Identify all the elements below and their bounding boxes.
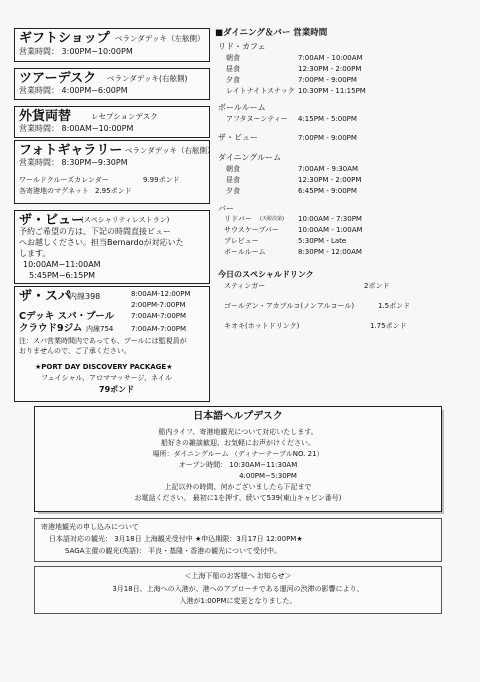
notice-line-1: 3月18日、上海への入港が、港へのアプローチである運河の渋滞の影響により、: [112, 585, 364, 593]
dining-row-time: 12:30PM - 2:00PM: [298, 176, 362, 184]
special-drink-price: 1.5ポンド: [378, 302, 411, 310]
lido-row-label: 昼食: [226, 65, 240, 73]
spa-package-items: フェイシャル、アロママッサージ、ネイル: [41, 374, 172, 382]
gift-shop-hours: 営業時間： 3:00PM−10:00PM: [19, 47, 133, 56]
lido-cafe-title: リド・カフェ: [218, 42, 266, 51]
gift-shop-title: ギフトショップ: [19, 31, 110, 46]
spa-package-title: ★PORT DAY DISCOVERY PACKAGE★: [35, 363, 173, 371]
tours-box: [34, 518, 442, 562]
dining-row-label: 夕食: [226, 187, 240, 195]
the-view-dining-title: ザ・ビュー: [218, 133, 258, 142]
cdeck-spa-pool: Cデッキ スパ・プール: [19, 311, 115, 322]
cloud9-gym: クラウド9ジム: [19, 323, 83, 334]
bar-row-note: (天候次第): [260, 216, 284, 222]
photo-item-magnet: 各寄港地のマグネット: [19, 187, 89, 195]
lido-row-time: 7:00AM - 10:00AM: [298, 54, 363, 62]
help-desk-box: [34, 406, 442, 512]
bar-row-label: プレビュー: [224, 237, 259, 245]
gift-shop-location: ベランダデッキ（左舷側）: [115, 34, 205, 43]
photo-gallery-location: ベランダデッキ（右舷側）: [125, 146, 215, 155]
ballroom-row-time: 4:15PM - 5:00PM: [298, 115, 357, 123]
spa-note-1: 注：スパ営業時間内であっても、プールには監視員が: [19, 337, 187, 345]
notice-line-2: 入港が1:00PMに変更となりました。: [179, 597, 297, 605]
help-desk-location: 場所：ダイニングルーム （ディナーテーブルNO. 21）: [152, 450, 324, 458]
special-drink-price: 1.75ポンド: [370, 322, 407, 330]
tours-line-3: SAGA主催の観光(英語)： 平良・基隆・香港の観光について受付中。: [65, 547, 281, 555]
ballroom-title: ボールルーム: [218, 103, 266, 112]
dining-row-label: 昼食: [226, 176, 240, 184]
cloud9-gym-extension: 内線754: [86, 325, 114, 333]
lido-row-time: 12:30PM - 2:00PM: [298, 65, 362, 73]
tour-desk-box: [14, 68, 210, 100]
the-view-text-1: 予約ご希望の方は、下記の時間直接ビュー: [19, 227, 171, 236]
spa-package-price: 79ポンド: [99, 385, 135, 394]
dining-row-time: 7:00AM - 9:30AM: [298, 165, 359, 173]
help-desk-hours-2: 4:00PM−5:30PM: [239, 472, 297, 480]
help-desk-line-7: お電話ください。 最初に1を押す、続いて539(東山キャビン番号): [134, 494, 342, 502]
exchange-location: レセプションデスク: [91, 112, 158, 121]
help-desk-line-1: 船内ライフ、寄港地観光について対応いたします。: [158, 428, 318, 436]
help-desk-hours-1: オープン時間： 10:30AM−11:30AM: [178, 461, 298, 469]
the-view-box: [14, 210, 210, 284]
photo-gallery-box: [14, 140, 215, 204]
photo-item-magnet-price: 2.95ポンド: [95, 187, 132, 195]
cdeck-spa-pool-time: 7:00AM-7:00PM: [131, 312, 187, 320]
bar-row-time: 8:30PM - 12:00AM: [298, 248, 362, 256]
bar-row-time: 10:00AM - 7:30PM: [298, 215, 362, 223]
special-drink-label: ゴールデン・アカプルコ(ノンアルコール): [224, 302, 355, 310]
special-drink-title: 今日のスペシャルドリンク: [218, 270, 314, 279]
spa-extension: 内線398: [69, 292, 101, 301]
help-desk-title: 日本語ヘルプデスク: [193, 411, 283, 422]
special-drink-label: スティンガー: [224, 282, 266, 290]
tours-line-2: 日本語対応の観光： 3月18日 上海観光受付中 ★申込期限：3月17日 12:00PM★: [49, 535, 303, 543]
exchange-title: 外貨両替: [19, 109, 72, 124]
the-view-title: ザ・ビュー: [19, 213, 85, 228]
exchange-box: [14, 106, 210, 138]
gift-shop-box: [14, 28, 210, 62]
bar-row-time: 10:00AM - 1:00AM: [298, 226, 363, 234]
special-drink-label: キオキ(ホットドリンク): [224, 322, 300, 330]
tours-line-1: 寄港地観光の申し込みについて: [41, 523, 139, 531]
lido-row-label: レイトナイトスナック: [226, 87, 295, 95]
help-desk-line-2: 船好きの雑談歓迎、お気軽にお声がけください。: [161, 439, 315, 447]
cloud9-gym-time: 7:00AM-7:00PM: [131, 325, 187, 333]
lido-row-label: 夕食: [226, 76, 240, 84]
bar-title: バー: [218, 204, 234, 213]
spa-box: [14, 286, 210, 402]
tour-desk-location: ベランダデッキ(右舷側): [107, 74, 188, 83]
the-view-subtitle: (スペシャリティレストラン): [81, 216, 170, 224]
notice-box: [34, 566, 442, 614]
photo-gallery-hours: 営業時間： 8:30PM−9:30PM: [19, 158, 128, 167]
the-view-text-3: します。: [19, 249, 51, 258]
dining-row-time: 6:45PM - 9:00PM: [298, 187, 357, 195]
spa-note-2: おりませんので、ご了承ください。: [19, 347, 131, 355]
tour-desk-hours: 営業時間： 4:00PM−6:00PM: [19, 86, 128, 95]
special-drink-price: 2ポンド: [364, 282, 390, 290]
bar-row-label: ボールルーム: [224, 248, 266, 256]
bar-row-label: リドバー: [224, 215, 252, 223]
photo-item-calendar-price: 9.99ポンド: [143, 176, 180, 184]
spa-time-1: 8:00AM-12:00PM: [131, 290, 191, 298]
tour-desk-title: ツアーデスク: [19, 71, 97, 86]
the-view-dining-time: 7:00PM - 9:00PM: [298, 134, 357, 142]
spa-title: ザ・スパ: [19, 289, 72, 304]
help-desk-line-6: 上記以外の時間、何かございましたら下記まで: [164, 483, 312, 491]
dining-row-label: 朝食: [226, 165, 240, 173]
lido-row-time: 7:00PM - 9:00PM: [298, 76, 357, 84]
the-view-time-2: 5:45PM−6:15PM: [29, 271, 96, 280]
dining-bar-header: ■ダイニング＆バー 営業時間: [215, 28, 328, 38]
the-view-time-1: 10:00AM−11:00AM: [23, 260, 101, 269]
lido-row-time: 10:30PM - 11:15PM: [298, 87, 366, 95]
spa-time-2: 2:00PM-7:00PM: [131, 301, 186, 309]
photo-item-calendar: ワールドクルーズカレンダー: [19, 176, 109, 184]
lido-row-label: 朝食: [226, 54, 240, 62]
bar-row-time: 5:30PM - Late: [298, 237, 347, 245]
exchange-hours: 営業時間： 8:00AM−10:00PM: [19, 124, 134, 133]
ballroom-row-label: アフタヌーンティー: [226, 115, 288, 123]
photo-gallery-title: フォトギャラリー: [19, 143, 123, 158]
notice-title: ＜上海下船のお客様へ お知らせ＞: [184, 572, 292, 580]
dining-room-title: ダイニングルーム: [218, 153, 282, 162]
bar-row-label: サウスケープバー: [224, 226, 279, 234]
the-view-text-2: へお越しください。担当Bernardoが対応いた: [19, 238, 184, 247]
